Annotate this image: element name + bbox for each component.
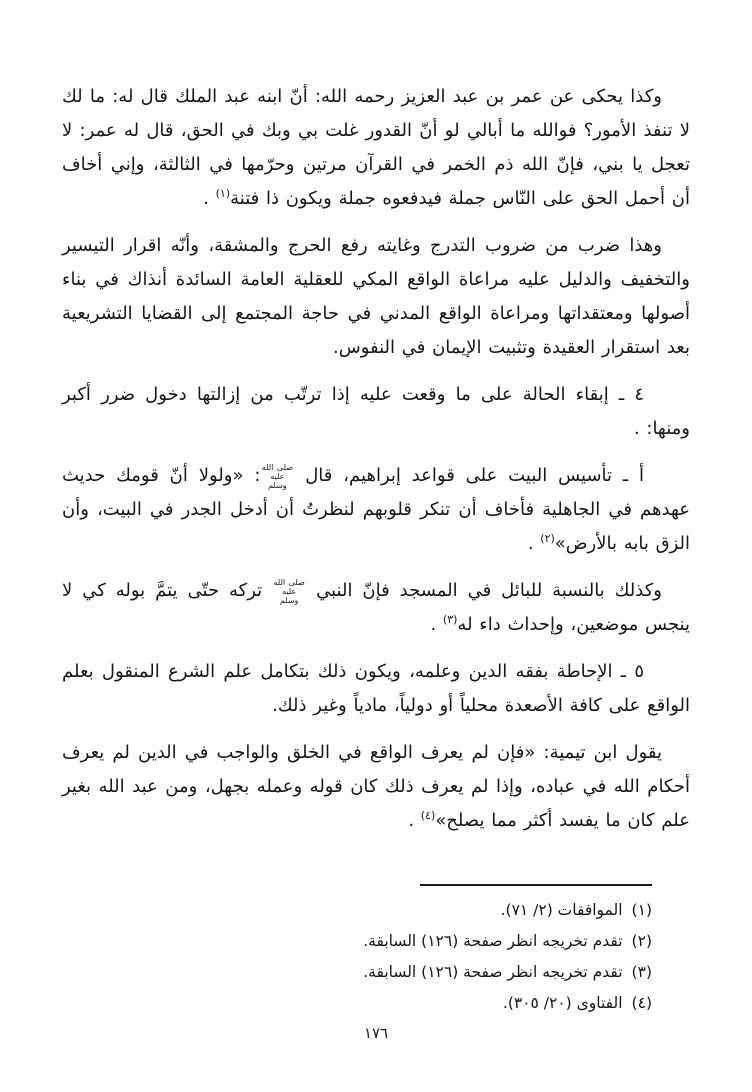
footnote-text: الفتاوى (٢٠/ ٣٠٥). bbox=[502, 994, 623, 1012]
main-text-block bbox=[62, 80, 690, 851]
paragraph-text: ٤ ـ إبقاء الحالة على ما وقعت عليه إذا ترتّب من إزالتها دخول ضرر أكبر ومنها: . bbox=[62, 384, 690, 439]
footnote-number: (١) bbox=[631, 901, 652, 919]
paragraph-text: يقول ابن تيمية: «فإن لم يعرف الواقع في الخلق والواجب في الدين لم يعرف أحكام الله في عباده، وإذا لم يعرف ذلك كان قوله وعمله بجهل، ومن عبد الله بغير علم كان ما يفسد أكثر مما يصلح» bbox=[62, 742, 690, 831]
footnote-text: تقدم تخريجه انظر صفحة (١٢٦) السابقة. bbox=[363, 963, 623, 981]
paragraph-7 bbox=[62, 736, 690, 838]
footnote-item-2 bbox=[62, 926, 690, 957]
footnote-item-3 bbox=[62, 957, 690, 988]
sallallahu-alayhi-wasallam-icon: صلى الله عليه وسلم bbox=[273, 577, 305, 605]
paragraph-tail: . bbox=[527, 533, 541, 554]
footnote-ref-3: (٣) bbox=[442, 613, 458, 626]
paragraph-tail: . bbox=[430, 614, 443, 635]
footnote-ref-1: (١) bbox=[215, 187, 231, 200]
paragraph-2 bbox=[62, 229, 690, 365]
sallallahu-alayhi-wasallam-icon: صلى الله عليه وسلم bbox=[261, 462, 294, 490]
footnotes-section bbox=[62, 884, 690, 1019]
paragraph-text: وهذا ضرب من ضروب التدرج وغايته رفع الحرج والمشقة، وأنّه اقرار التيسير والتخفيف والدليل عليه مراعاة الواقع المكي للعقلية العامة السائدة أنذاك في بناء أصولها ومعتقداتها ومراعاة الواقع المدني في حاجة المجتمع إلى القضايا التشريعية بعد استقرار العقيدة وتثبيت الإيمان في النفوس. bbox=[62, 235, 690, 358]
paragraph-5 bbox=[62, 574, 690, 642]
paragraph-text: تركه حتّى يتمَّ بوله كي لا ينجس موضعين، وإحداث داء له bbox=[62, 580, 690, 635]
footnote-ref-4: (٤) bbox=[420, 809, 436, 822]
paragraph-text: وكذا يحكى عن عمر بن عبد العزيز رحمه الله: أنّ ابنه عبد الملك قال له: ما لك لا تنفذ الأمور؟ فوالله ما أبالي لو أنّ القدور غلت بي وبك في الحق، قال له عمر: لا تعجل يا بني، فإنّ الله ذم الخمر في القرآن مرتين وحرّمها في الثالثة، وإني أخاف أن أحمل الحق على النّاس جملة فيدفعوه جملة ويكون ذا فتنة bbox=[62, 86, 690, 209]
paragraph-3-item-4 bbox=[62, 378, 690, 446]
paragraph-text: : «ولولا أنّ قومك حديث عهدهم في الجاهلية فأخاف أن تنكر قلوبهم لنظرتُ أن أدخل الجدر في البيت، وأن الزق بابه بالأرض» bbox=[62, 465, 690, 554]
paragraph-tail: . bbox=[203, 188, 216, 209]
page-number: ١٧٦ bbox=[363, 1024, 389, 1042]
footnote-divider bbox=[420, 884, 652, 886]
footnote-ref-2: (٢) bbox=[540, 532, 555, 545]
paragraph-1 bbox=[62, 80, 690, 216]
footnote-number: (٣) bbox=[631, 963, 652, 981]
paragraph-text: ٥ ـ الإحاطة بفقه الدين وعلمه، ويكون ذلك بتكامل علم الشرع المنقول بعلم الواقع على كافة الأصعدة محلياً أو دولياً، مادياً وغير ذلك. bbox=[62, 661, 690, 716]
footnote-text: الموافقات (٢/ ٧١). bbox=[500, 901, 623, 919]
footnote-item-4 bbox=[62, 988, 690, 1019]
paragraph-text: وكذلك بالنسبة للبائل في المسجد فإنّ النبي bbox=[306, 580, 662, 601]
footnote-text: تقدم تخريجه انظر صفحة (١٢٦) السابقة. bbox=[363, 932, 623, 950]
paragraph-text: أ ـ تأسيس البيت على قواعد إبراهيم، قال bbox=[294, 465, 644, 486]
paragraph-4-item-a bbox=[62, 459, 690, 561]
footnote-number: (٤) bbox=[631, 994, 652, 1012]
paragraph-6-item-5 bbox=[62, 655, 690, 723]
footnote-item-1 bbox=[62, 895, 690, 926]
footnote-number: (٢) bbox=[631, 932, 652, 950]
paragraph-tail: . bbox=[408, 810, 421, 831]
